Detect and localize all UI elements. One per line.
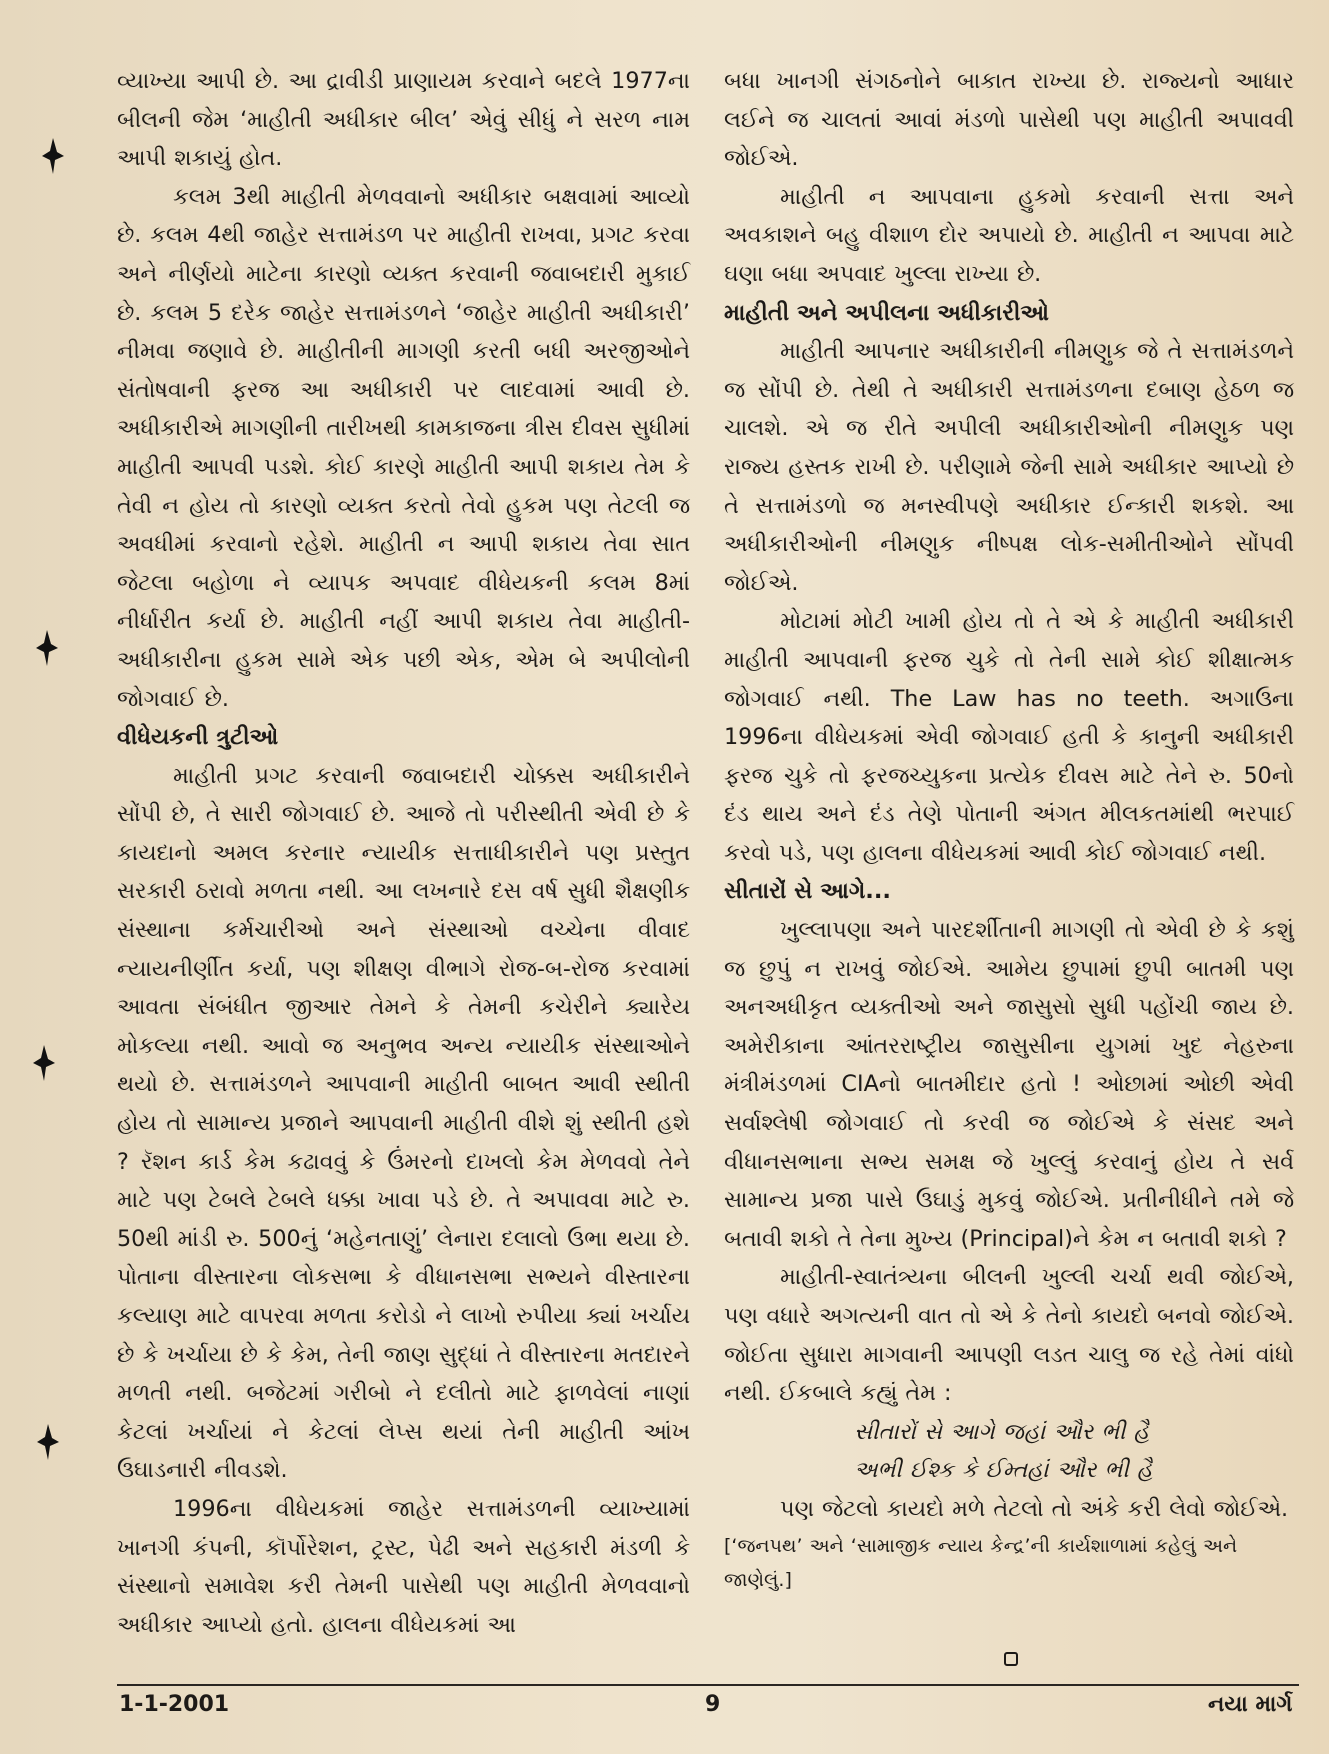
paragraph: માહીતી-સ્વાતંત્ર્યના બીલની ખુલ્લી ચર્ચા થવી જોઈએ, પણ વધારે અગત્યની વાત તો એ કે તેનો કાયદો બનવો જોઈએ. જોઈતા સુધારા માગવાની આપણી લડત ચાલુ જ રહે તેમાં વાંધો નથી. ઈકબાલે કહ્યું તેમ : bbox=[724, 1264, 1294, 1407]
paragraph: વ્યાખ્યા આપી છે. આ દ્રાવીડી પ્રાણાયમ કરવાને બદલે 1977ના બીલની જેમ ‘માહીતી અધીકાર બીલ’ એવું સીધું ને સરળ નામ આપી શકાયું હોત. bbox=[117, 68, 690, 172]
binding-hole-mark bbox=[36, 630, 58, 666]
binding-hole-mark bbox=[37, 1424, 59, 1460]
left-column bbox=[117, 62, 690, 1644]
paragraph: બધા ખાનગી સંગઠનોને બાકાત રાખ્યા છે. રાજ્યનો આધાર લઈને જ ચાલતાં આવાં મંડળો પાસેથી પણ માહીતી અપાવવી જોઈએ. bbox=[724, 68, 1294, 172]
footer-rule bbox=[117, 1684, 1299, 1686]
page-number: 9 bbox=[705, 1692, 721, 1717]
verse-line: સીતારોં સે આગે જહાં ઔર ભી હૈ bbox=[854, 1418, 1150, 1445]
paragraph: માહીતી પ્રગટ કરવાની જવાબદારી ચોક્કસ અધીકારીને સોંપી છે, તે સારી જોગવાઈ છે. આજે તો પરીસ્થીતી એવી છે કે કાયદાનો અમલ કરનાર ન્યાયીક સત્તાધીકારીને પણ પ્રસ્તુત સરકારી ઠરાવો મળતા નથી. આ લખનારે દસ વર્ષ સુધી શૈક્ષણીક સંસ્થાના કર્મચારીઓ અને સંસ્થાઓ વચ્ચેના વીવાદ ન્યાયનીર્ણીત કર્યા, પણ શીક્ષણ વીભાગે રોજ-બ-રોજ કરવામાં આવતા સંબંધીત જીઆર તેમને કે તેમની કચેરીને ક્યારેય મોકલ્યા નથી. આવો જ અનુભવ અન્ય ન્યાયીક સંસ્થાઓને થયો છે. સત્તામંડળને આપવાની માહીતી બાબત આવી સ્થીતી હોય તો સામાન્ય પ્રજાને આપવાની માહીતી વીશે શું સ્થીતી હશે ? રૅશન કાર્ડ કેમ કઢાવવું કે ઉંમરનો દાખલો કેમ મેળવવો તેને માટે પણ ટેબલે ટેબલે ધક્કા ખાવા પડે છે. તે અપાવવા માટે રુ. 50થી માંડી રુ. 500નું ‘મહેનતાણું’ લેનારા દલાલો ઉભા થયા છે. પોતાના વીસ્તારના લોકસભા કે વીધાનસભા સભ્યને વીસ્તારના કલ્યાણ માટે વાપરવા મળતા કરોડો ને લાખો રુપીયા ક્યાં ખર્ચાય છે કે ખર્ચાયા છે કે કેમ, તેની જાણ સુદ્ધાં તે વીસ્તારના મતદારને મળતી નથી. બજેટમાં ગરીબો ને દલીતો માટે ફાળવેલાં નાણાં કેટલાં ખર્ચાયાં ને કેટલાં લેપ્સ થયાં તેની માહીતી આંખ ઉઘાડનારી નીવડશે. bbox=[117, 762, 690, 1484]
right-column bbox=[724, 62, 1294, 1597]
section-heading: વીધેયકની ત્રુટીઓ bbox=[117, 724, 279, 751]
paragraph: 1996ના વીધેયકમાં જાહેર સત્તામંડળની વ્યાખ્યામાં ખાનગી કંપની, કૉર્પોરેશન, ટ્રસ્ટ, પેઢી અને સહકારી મંડળી કે સંસ્થાનો સમાવેશ કરી તેમની પાસેથી પણ માહીતી મેળવવાનો અધીકાર આપ્યો હતો. હાલના વીધેયકમાં આ bbox=[117, 1495, 690, 1638]
article-end-mark bbox=[1004, 1652, 1018, 1666]
paragraph: કલમ 3થી માહીતી મેળવવાનો અધીકાર બક્ષવામાં આવ્યો છે. કલમ 4થી જાહેર સત્તામંડળ પર માહીતી રાખવા, પ્રગટ કરવા અને નીર્ણયો માટેના કારણો વ્યક્ત કરવાની જવાબદારી મુકાઈ છે. કલમ 5 દરેક જાહેર સત્તામંડળને ‘જાહેર માહીતી અધીકારી’ નીમવા જણાવે છે. માહીતીની માગણી કરતી બધી અરજીઓને સંતોષવાની ફરજ આ અધીકારી પર લાદવામાં આવી છે. અધીકારીએ માગણીની તારીખથી કામકાજના ત્રીસ દીવસ સુધીમાં માહીતી આપવી પડશે. કોઈ કારણે માહીતી આપી શકાય તેમ કે તેવી ન હોય તો કારણો વ્યક્ત કરતો તેવો હુકમ પણ તેટલી જ અવધીમાં કરવાનો રહેશે. માહીતી ન આપી શકાય તેવા સાત જેટલા બહોળા ને વ્યાપક અપવાદ વીધેયકની કલમ 8માં નીર્ધારીત કર્યા છે. માહીતી નહીં આપી શકાય તેવા માહીતી-અધીકારીના હુકમ સામે એક પછી એક, એમ બે અપીલોની જોગવાઈ છે. bbox=[117, 183, 690, 712]
section-heading: માહીતી અને અપીલના અધીકારીઓ bbox=[724, 299, 1050, 326]
binding-hole-mark bbox=[42, 138, 64, 174]
section-heading: સીતારોં સે આગે... bbox=[724, 878, 891, 905]
binding-hole-mark bbox=[33, 1045, 55, 1081]
paragraph: માહીતી ન આપવાના હુકમો કરવાની સત્તા અને અવકાશને બહુ વીશાળ દોર અપાયો છે. માહીતી ન આપવા માટે ઘણા બધા અપવાદ ખુલ્લા રાખ્યા છે. bbox=[724, 183, 1294, 287]
source-note: [‘જનપથ’ અને ‘સામાજીક ન્યાય કેન્દ્ર’ની કાર્યશાળામાં કહેલું અને જાણેલું.] bbox=[724, 1534, 1238, 1591]
footer-date: 1-1-2001 bbox=[119, 1692, 230, 1717]
paragraph: માહીતી આપનાર અધીકારીની નીમણુક જે તે સત્તામંડળને જ સોંપી છે. તેથી તે અધીકારી સત્તામંડળના દબાણ હેઠળ જ ચાલશે. એ જ રીતે અપીલી અધીકારીઓની નીમણુક પણ રાજ્ય હસ્તક રાખી છે. પરીણામે જેની સામે અધીકાર આપ્યો છે તે સત્તામંડળો જ મનસ્વીપણે અધીકાર ઈન્કારી શકશે. આ અધીકારીઓની નીમણુક નીષ્પક્ષ લોક-સમીતીઓને સોંપવી જોઈએ. bbox=[724, 338, 1294, 596]
verse-line: અભી ઈશ્ક કે ઈમ્તહાં ઔર ભી હૈ bbox=[854, 1457, 1153, 1484]
paragraph: ખુલ્લાપણા અને પારદર્શીતાની માગણી તો એવી છે કે કશું જ છુપું ન રાખવું જોઈએ. આમેય છુપામાં છુપી બાતમી પણ અનઅધીકૃત વ્યક્તીઓ અને જાસુસો સુધી પહોંચી જાય છે. અમેરીકાના આંતરરાષ્ટ્રીય જાસુસીના યુગમાં ખુદ નેહરુના મંત્રીમંડળમાં CIAનો બાતમીદાર હતો ! ઓછામાં ઓછી એવી સર્વાશ્લેષી જોગવાઈ તો કરવી જ જોઈએ કે સંસદ અને વીધાનસભાના સભ્ય સમક્ષ જે ખુલ્લું કરવાનું હોય તે સર્વ સામાન્ય પ્રજા પાસે ઉઘાડું મુકવું જોઈએ. પ્રતીનીધીને તમે જે બતાવી શકો તે તેના મુખ્ય (Principal)ને કેમ ન બતાવી શકો ? bbox=[724, 917, 1294, 1252]
journal-name: નયા માર્ગ bbox=[1208, 1692, 1293, 1717]
paragraph: પણ જેટલો કાયદો મળે તેટલો તો અંકે કરી લેવો જોઈએ. bbox=[780, 1495, 1289, 1522]
paragraph: મોટામાં મોટી ખામી હોય તો તે એ કે માહીતી અધીકારી માહીતી આપવાની ફરજ ચુકે તો તેની સામે કોઈ શીક્ષાત્મક જોગવાઈ નથી. The Law has no teeth. અગાઉના 1996ના વીધેયકમાં એવી જોગવાઈ હતી કે કાનુની અધીકારી ફરજ ચુકે તો ફરજચ્યુકના પ્રત્યેક દીવસ માટે તેને રુ. 50નો દંડ થાય અને દંડ તેણે પોતાની અંગત મીલકતમાંથી ભરપાઈ કરવો પડે, પણ હાલના વીધેયકમાં આવી કોઈ જોગવાઈ નથી. bbox=[724, 608, 1294, 866]
